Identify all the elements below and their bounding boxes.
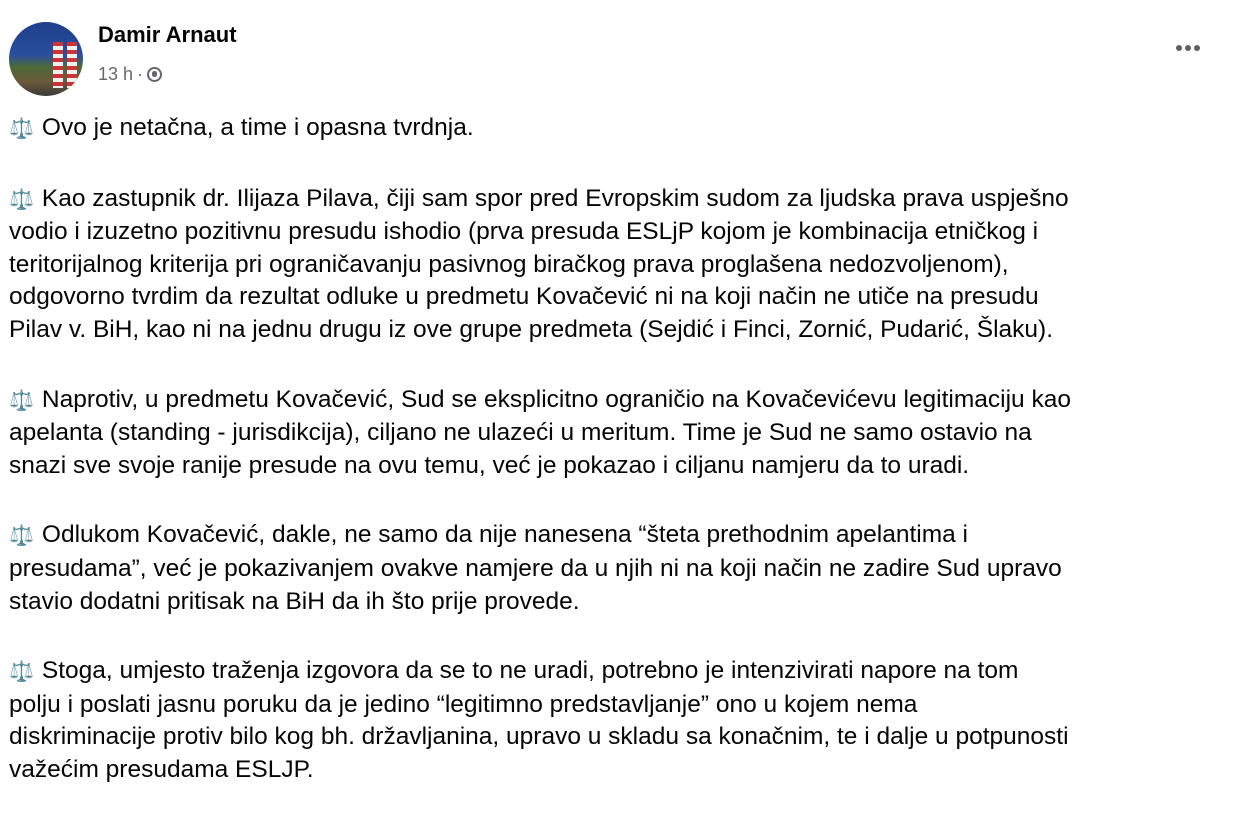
line-text: Stoga, umjesto traženja izgovora da se to ne uradi, potrebno je intenzivirati napore na tom xyxy=(41,657,1019,685)
paragraph-line xyxy=(9,553,1235,586)
paragraph-line xyxy=(9,689,1235,722)
paragraph-line xyxy=(9,586,1235,619)
paragraph-line xyxy=(9,519,1235,553)
paragraph-line xyxy=(9,721,1235,754)
meta-separator: · xyxy=(137,64,144,84)
post-body xyxy=(9,112,1235,824)
paragraph-line xyxy=(9,384,1235,418)
line-text: polju i poslati jasnu poruku da je jedino “legitimno predstavljanje” ono u kojem nema xyxy=(9,690,918,718)
post-paragraph xyxy=(9,183,1235,347)
post-meta xyxy=(98,64,162,85)
line-text: stavio dodatni pritisak na BiH da ih što prije provede. xyxy=(9,587,580,615)
paragraph-line xyxy=(9,183,1235,217)
line-text: odgovorno tvrdim da rezultat odluke u predmetu Kovačević ni na koji način ne utiče na presudu xyxy=(9,283,1039,311)
scales-icon: ⚖️ xyxy=(9,118,34,140)
line-text: Pilav v. BiH, kao ni na jednu drugu iz ove grupe predmeta (Sejdić i Finci, Zornić, Pudarić, Šlaku). xyxy=(9,315,1054,343)
paragraph-line xyxy=(9,417,1235,450)
paragraph-line xyxy=(9,216,1235,249)
paragraph-line xyxy=(9,281,1235,314)
scales-icon: ⚖️ xyxy=(9,188,34,211)
line-text: Ovo je netačna, a time i opasna tvrdnja. xyxy=(41,114,474,141)
paragraph-line xyxy=(9,314,1235,347)
scales-icon: ⚖️ xyxy=(9,525,34,548)
globe-icon[interactable] xyxy=(147,67,162,82)
paragraph-line xyxy=(9,754,1235,787)
line-text: Odlukom Kovačević, dakle, ne samo da nije nanesena “šteta prethodnim apelantima i xyxy=(41,521,968,549)
line-text: apelanta (standing - jurisdikcija), ciljano ne ulazeći u meritum. Time je Sud ne samo ostavio na xyxy=(9,419,1032,447)
paragraph-line xyxy=(9,112,1235,146)
line-text: Kao zastupnik dr. Ilijaza Pilava, čiji sam spor pred Evropskim sudom za ljudska prava uspješno xyxy=(41,184,1069,212)
line-text: važećim presudama ESLJP. xyxy=(9,755,314,783)
line-text: teritorijalnog kriterija pri ograničavanju pasivnog biračkog prava proglašena nedozvoljenom), xyxy=(9,250,1009,278)
paragraph-line xyxy=(9,450,1235,483)
post-paragraph xyxy=(9,112,1235,146)
paragraph-line xyxy=(9,655,1235,689)
line-text: snazi sve svoje ranije presude na ovu temu, već je pokazao i ciljanu namjeru da to uradi. xyxy=(9,451,970,479)
line-text: vodio i izuzetno pozitivnu presudu ishodio (prva presuda ESLjP kojom je kombinacija etničkog i xyxy=(9,218,1039,246)
flag-decoration xyxy=(67,42,77,88)
post-paragraph xyxy=(9,655,1235,786)
line-text: Naprotiv, u predmetu Kovačević, Sud se eksplicitno ograničio na Kovačevićevu legitimaciju kao xyxy=(41,385,1071,413)
line-text: diskriminacije protiv bilo kog bh. državljanina, upravo u skladu sa konačnim, te i dalje u potpunosti xyxy=(9,723,1069,751)
flag-decoration xyxy=(53,42,63,88)
author-avatar[interactable] xyxy=(9,22,83,96)
line-text: presudama”, već je pokazivanjem ovakve namjere da u njih ni na koji način ne zadire Sud upravo xyxy=(9,554,1062,582)
scales-icon: ⚖️ xyxy=(9,389,34,412)
post-paragraph xyxy=(9,519,1235,618)
author-name[interactable]: Damir Arnaut xyxy=(98,22,237,47)
more-options-icon[interactable] xyxy=(1176,45,1200,51)
paragraph-line xyxy=(9,249,1235,282)
post-paragraph xyxy=(9,384,1235,483)
post-time[interactable]: 13 h xyxy=(98,64,134,84)
scales-icon: ⚖️ xyxy=(9,661,34,684)
